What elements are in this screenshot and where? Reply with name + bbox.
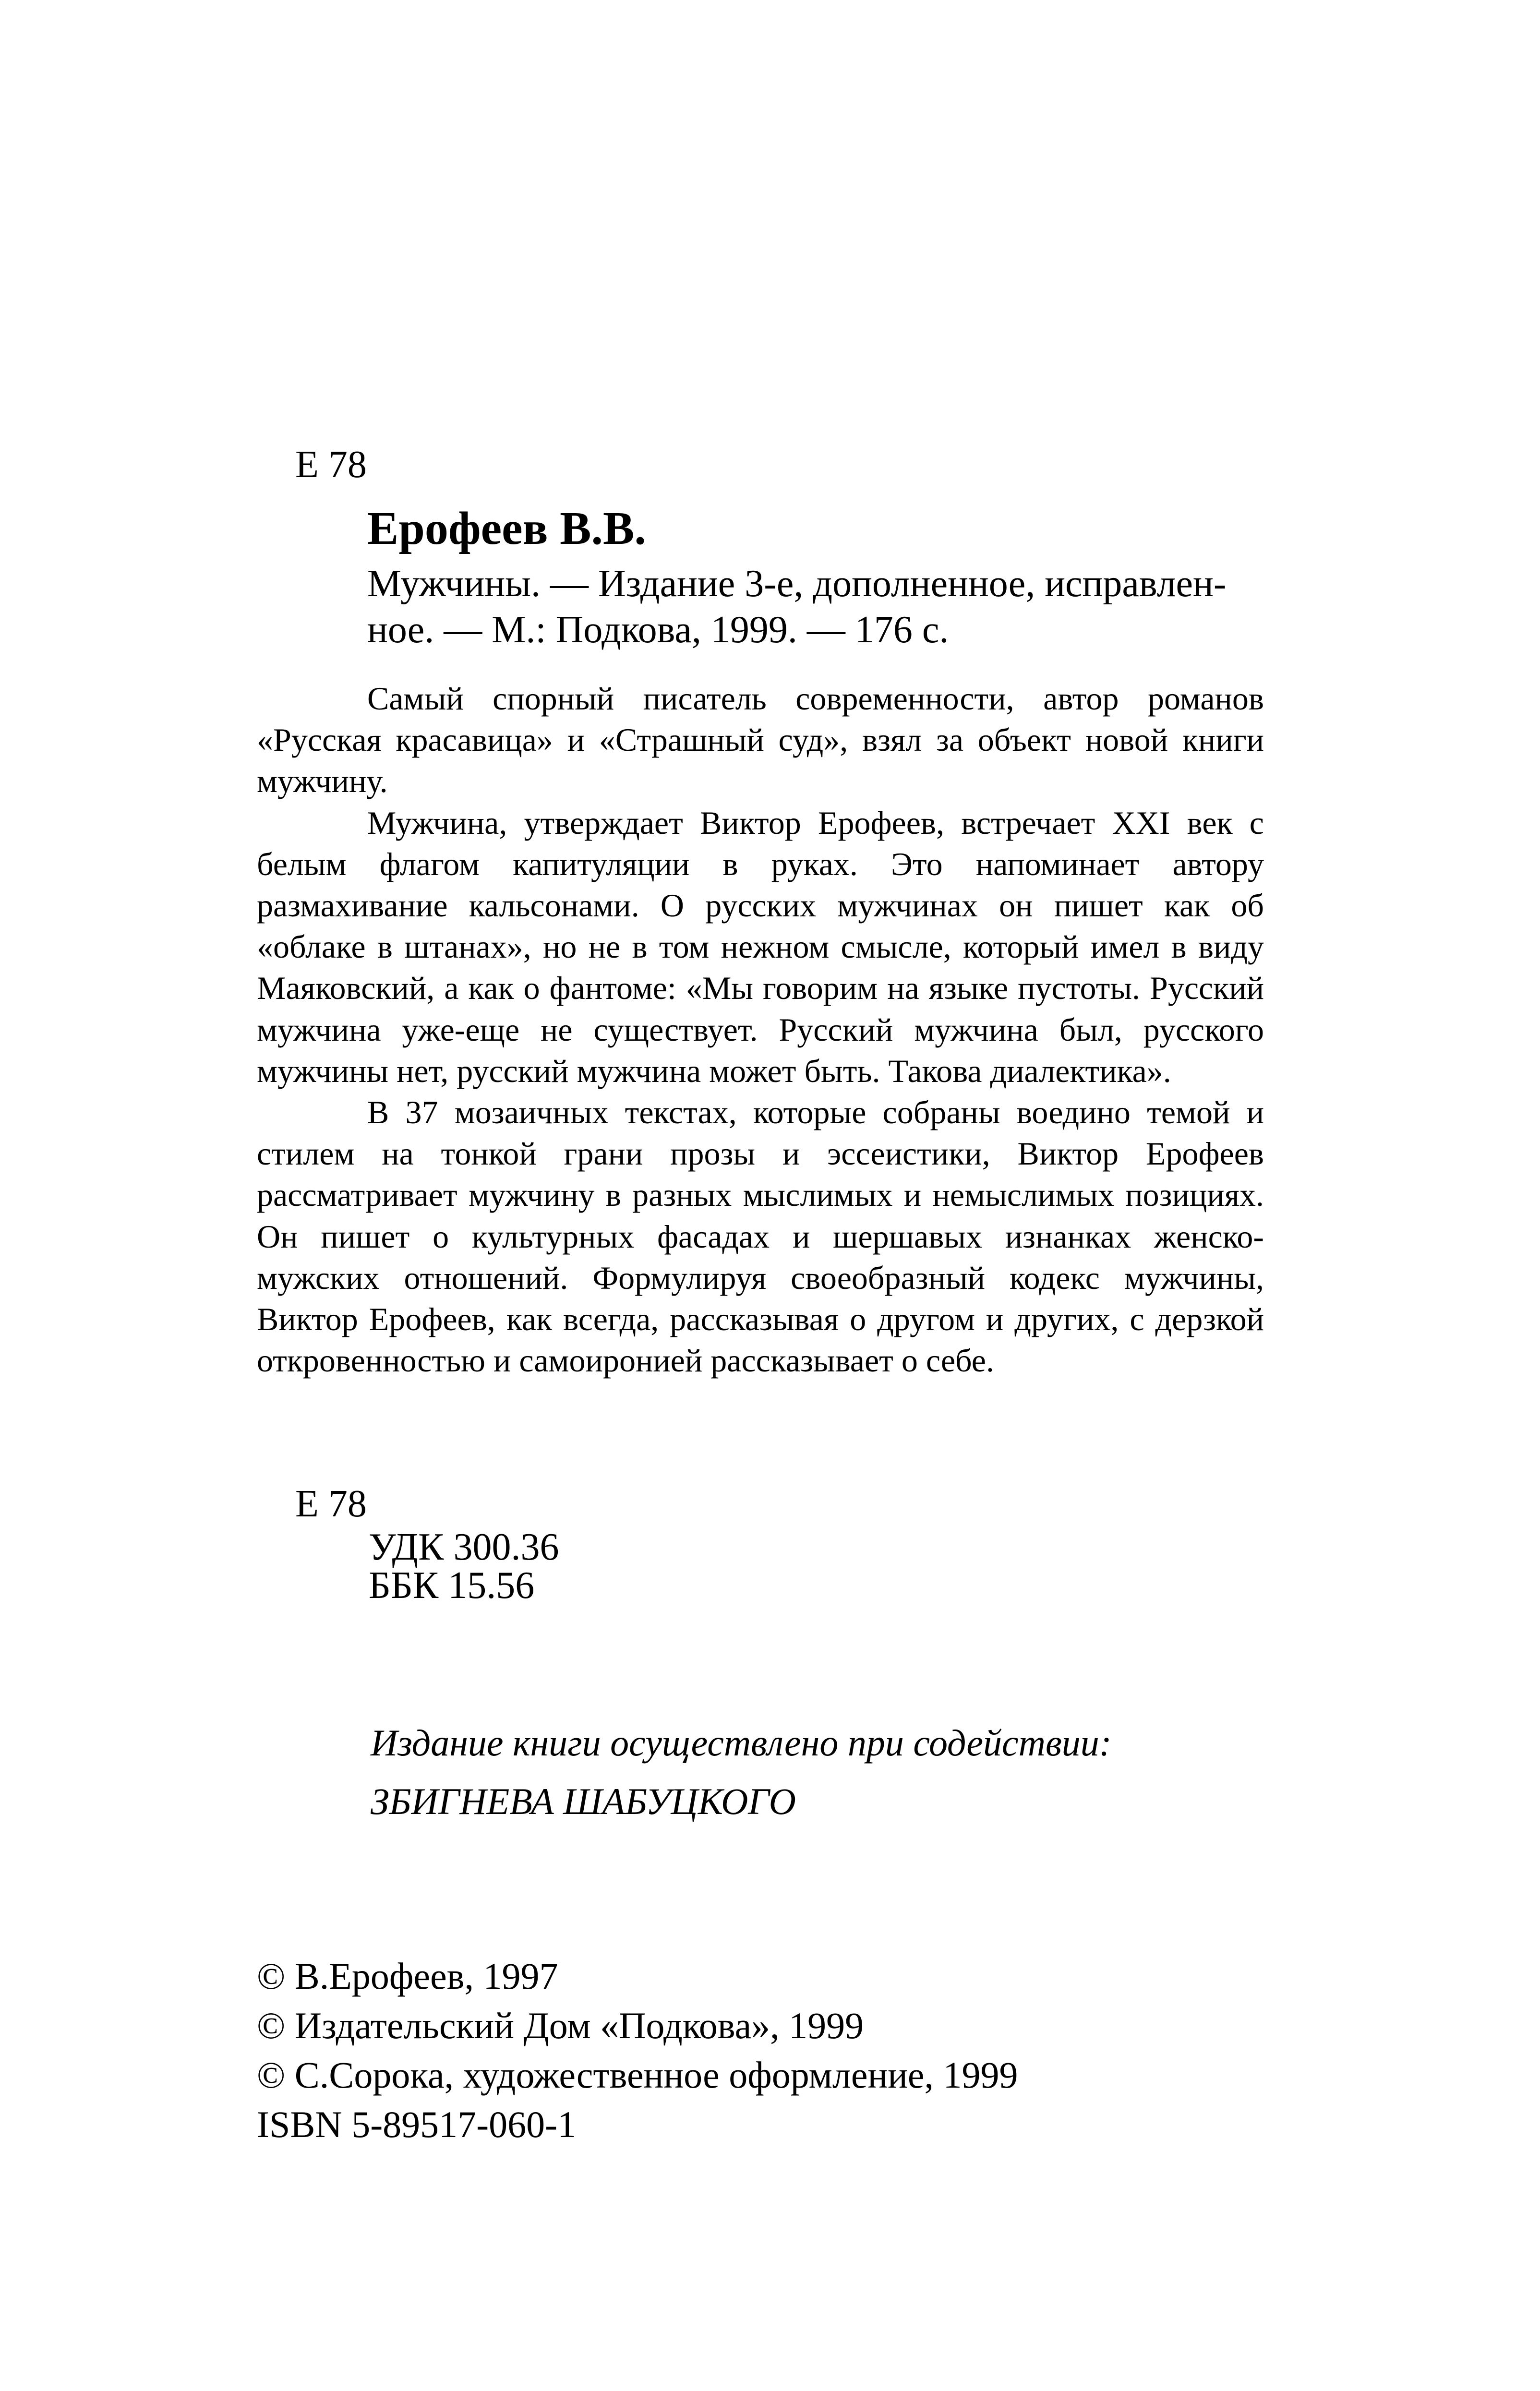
bbk-code: ББК 15.56 xyxy=(369,1564,535,1607)
annotation-paragraph: Самый спорный писатель современности, автор романов «Русская красавица» и «Страшный суд», взял за объект новой книги мужчину. xyxy=(257,680,1264,800)
copyright-block xyxy=(257,1951,1018,2149)
author-name: Ерофеев В.В. xyxy=(367,503,646,554)
catalog-code-top: Е 78 xyxy=(295,444,367,486)
catalog-code-bottom: Е 78 xyxy=(295,1483,367,1525)
copyright-line: © В.Ерофеев, 1997 xyxy=(257,1955,558,1997)
bibliographic-line: ное. — М.: Подкова, 1999. — 176 с. xyxy=(367,609,949,651)
annotation-paragraph: Мужчина, утверждает Виктор Ерофеев, встречает XXI век с белым флагом капитуляции в руках. Это напоминает автору размахивание кальсонами. О русских мужчинах он пишет как об «облаке в штанах», но не в том нежном смысле, который имел в виду Маяковский, а как о фантоме: «Мы говорим на языке пустоты. Русский мужчина уже-еще не существует. Русский мужчина был, русского мужчины нет, русский мужчина может быть. Такова диалектика». xyxy=(257,804,1264,1089)
sponsor-name: ЗБИГНЕВА ШАБУЦКОГО xyxy=(371,1780,796,1822)
udk-code: УДК 300.36 xyxy=(369,1526,559,1568)
classification-codes xyxy=(369,1528,559,1605)
sponsor-note xyxy=(371,1714,1112,1831)
isbn: ISBN 5-89517-060-1 xyxy=(257,2103,577,2145)
bibliographic-description xyxy=(367,561,1226,653)
annotation-paragraph: В 37 мозаичных текстах, которые собраны воедино темой и стилем на тонкой грани прозы и эссеистики, Виктор Ерофеев рассматривает мужчину в разных мыслимых и немыслимых позициях. Он пишет о культурных фасадах и шершавых изнанках женско-мужских отношений. Формулируя своеобразный кодекс мужчины, Виктор Ерофеев, как всегда, рассказывая о другом и других, с дерзкой откровенностью и самоиронией рассказывает о себе. xyxy=(257,1094,1264,1379)
sponsor-label: Издание книги осуществлено при содействии: xyxy=(371,1722,1112,1764)
copyright-line: © С.Сорока, художественное оформление, 1999 xyxy=(257,2054,1018,2096)
annotation xyxy=(257,678,1264,1381)
copyright-line: © Издательский Дом «Подкова», 1999 xyxy=(257,2005,864,2046)
bibliographic-line: Мужчины. — Издание 3-е, дополненное, исправлен- xyxy=(367,563,1227,605)
